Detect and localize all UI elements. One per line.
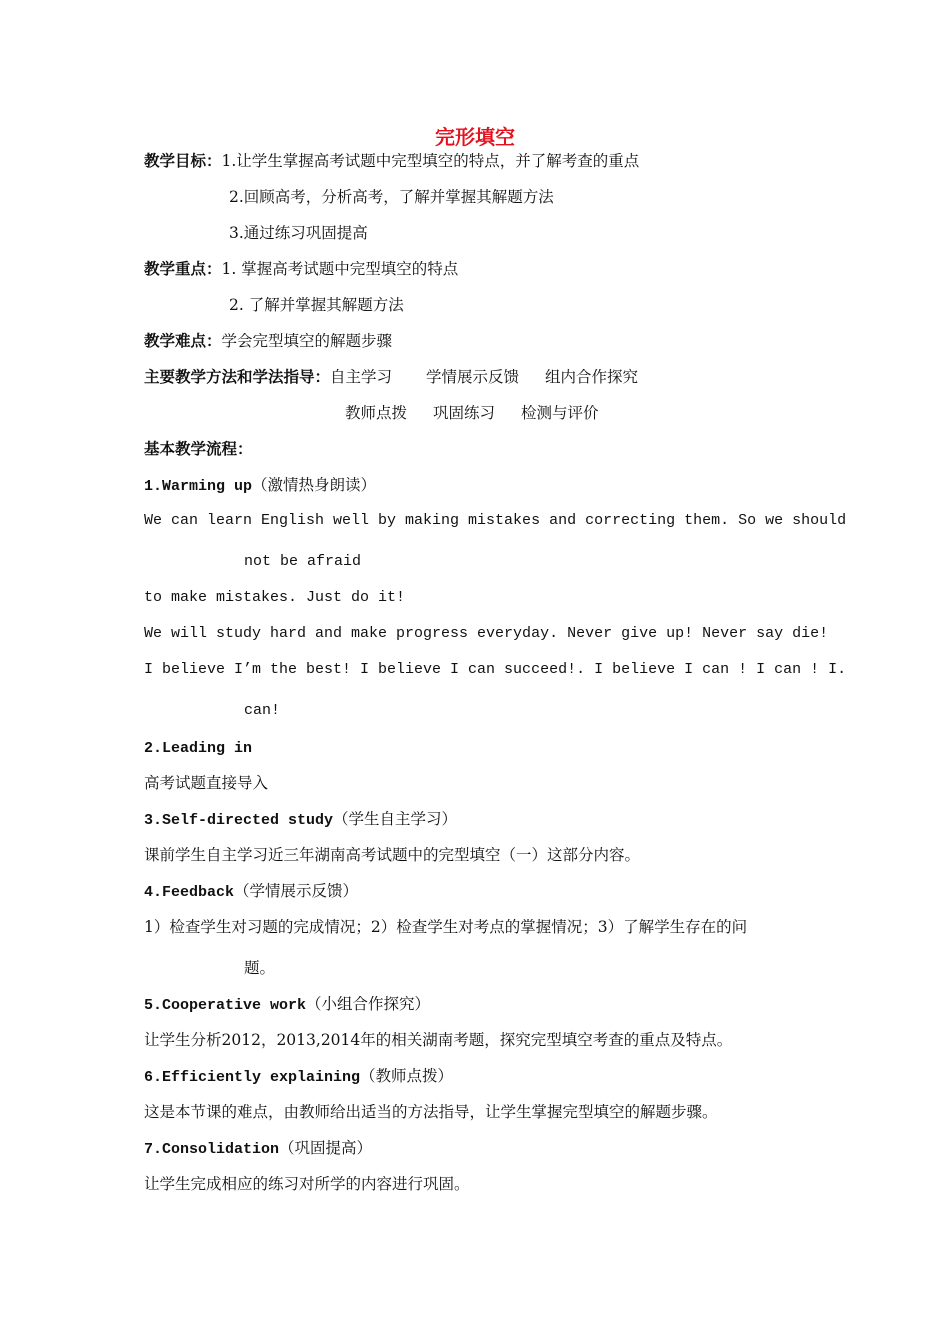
chant-line: to make mistakes. Just do it!	[144, 589, 406, 606]
step-text: 题。	[244, 959, 276, 977]
page-title: 完形填空	[435, 125, 515, 149]
key-points-row-1	[144, 259, 458, 279]
method-item: 教师点拨	[345, 404, 408, 422]
difficulty-row	[144, 331, 392, 351]
step-heading	[144, 1066, 453, 1088]
methods-row-1	[144, 367, 638, 387]
step-text: 1）检查学生对习题的完成情况；2）检查学生对考点的掌握情况；3）了解学生存在的问	[144, 918, 748, 936]
method-item: 自主学习	[330, 368, 393, 386]
step-note: （巩固提高）	[279, 1139, 373, 1157]
method-item: 检测与评价	[521, 404, 599, 422]
step-text: 高考试题直接导入	[144, 774, 269, 792]
key-point-item: 2. 了解并掌握其解题方法	[229, 296, 404, 314]
step-note: （激情热身朗读）	[252, 476, 377, 494]
step-note: （学生自主学习）	[333, 810, 458, 828]
step-heading	[144, 1138, 372, 1160]
key-point-item: 1. 掌握高考试题中完型填空的特点	[221, 260, 459, 278]
step-heading	[144, 881, 358, 903]
methods-row-2	[345, 403, 599, 423]
methods-label: 主要教学方法和学法指导：	[144, 368, 331, 386]
method-item: 巩固练习	[433, 404, 496, 422]
objectives-label: 教学目标：	[144, 152, 222, 170]
difficulty-text: 学会完型填空的解题步骤	[221, 332, 393, 350]
step-note: （小组合作探究）	[306, 995, 431, 1013]
flow-heading: 基本教学流程：	[144, 440, 253, 458]
objective-item: 1.让学生掌握高考试题中完型填空的特点，并了解考查的重点	[221, 152, 640, 170]
chant-line: can!	[244, 702, 281, 719]
objective-item: 2.回顾高考，分析高考，了解并掌握其解题方法	[229, 188, 554, 206]
step-heading	[144, 809, 457, 831]
step-note: （学情展示反馈）	[234, 882, 359, 900]
step-note: （教师点拨）	[360, 1067, 454, 1085]
step-text: 这是本节课的难点，由教师给出适当的方法指导，让学生掌握完型填空的解题步骤。	[144, 1103, 718, 1121]
step-title: 1.Warming up	[144, 478, 253, 495]
step-title: 7.Consolidation	[144, 1141, 280, 1158]
step-title: 4.Feedback	[144, 884, 235, 901]
step-title: 3.Self-directed study	[144, 812, 334, 829]
objective-item: 3.通过练习巩固提高	[229, 224, 368, 242]
method-item: 学情展示反馈	[426, 368, 520, 386]
method-item: 组内合作探究	[545, 368, 639, 386]
step-title: 5.Cooperative work	[144, 997, 307, 1014]
chant-line: We will study hard and make progress everyday. Never give up! Never say die!	[144, 625, 829, 642]
chant-line: not be afraid	[244, 553, 362, 570]
step-heading	[144, 737, 252, 759]
chant-line: We can learn English well by making mistakes and correcting them. So we should	[144, 512, 847, 529]
step-heading	[144, 994, 430, 1016]
step-text: 让学生分析2012，2013,2014年的相关湖南考题，探究完型填空考查的重点及特点。	[144, 1031, 733, 1049]
difficulty-label: 教学难点：	[144, 332, 222, 350]
step-title: 6.Efficiently explaining	[144, 1069, 361, 1086]
step-text: 让学生完成相应的练习对所学的内容进行巩固。	[144, 1175, 470, 1193]
step-title: 2.Leading in	[144, 740, 253, 757]
step-text: 课前学生自主学习近三年湖南高考试题中的完型填空（一）这部分内容。	[144, 846, 641, 864]
objectives-row-1	[144, 151, 639, 171]
step-heading	[144, 475, 376, 497]
key-points-label: 教学重点：	[144, 260, 222, 278]
chant-line: I believe I’m the best! I believe I can succeed!. I believe I can ! I can ! I.	[144, 661, 847, 678]
